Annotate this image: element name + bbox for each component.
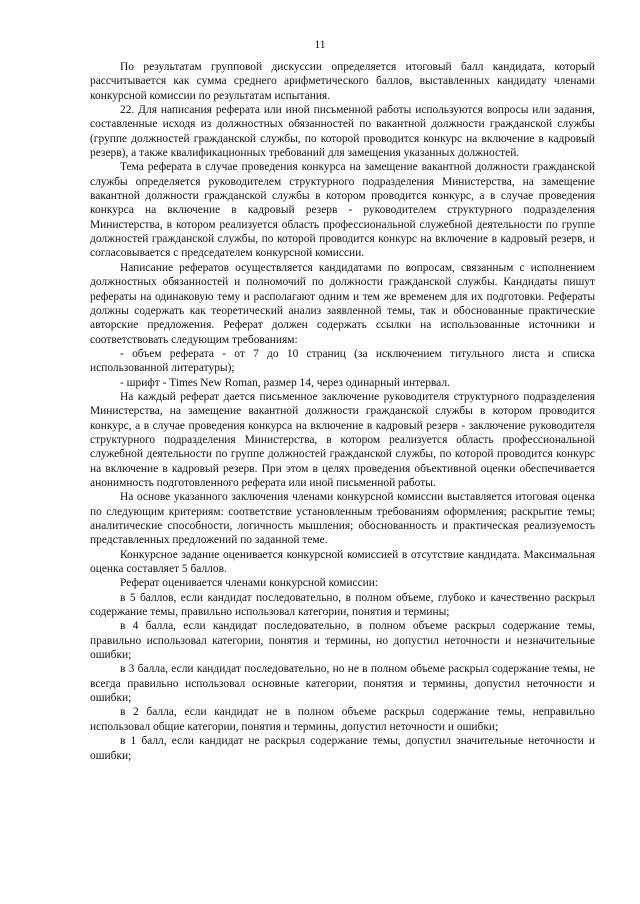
list-item-essay-volume: - объем реферата - от 7 до 10 страниц (за исключением титульного листа и списка использованной литературы); [90,347,595,375]
paragraph-essay-grading-intro: Реферат оценивается членами конкурсной комиссии: [120,577,379,590]
paragraph-written-conclusion: На каждый реферат дается письменное заключение руководителя структурного подразделения Министерства, на замещение вакантной должности гражданской службы в котором проводится конкурс, а в случае проведения конкурса на включение в кадровый резерв - заключение руководителя структурного подразделения Министерства, в котором реализуется область профессиональной служебной деятельности по группе должностей гражданской службы, по которой проводится конкурс на включение в кадровый резерв. При этом в целях проведения объективной оценки обеспечивается анонимность подготовленного реферата или иной письменной работы. [90,390,595,489]
paragraph-essay-topic: Тема реферата в случае проведения конкурса на замещение вакантной должности гражданской службы определяется руководителем структурного подразделения Министерства, на замещение вакантной должности гражданской службы в котором проводится конкурс, а в случае проведения конкурса на включение в кадровый резерв - руководителем структурного подразделения Министерства, в котором реализуется область профессиональной служебной деятельности по группе должностей гражданской службы, по которой проводится конкурс на включение в кадровый резерв, и согласовывается с председателем конкурсной комиссии. [90,161,595,260]
document-body [90,60,595,763]
paragraph-max-score: Конкурсное задание оценивается конкурсной комиссией в отсутствие кандидата. Максимальная оценка составляет 5 баллов. [90,548,595,576]
paragraph-evaluation-criteria: На основе указанного заключения членами конкурсной комиссии выставляется итоговая оценка по следующим критериям: соответствие установленным требованиям оформления; раскрытие темы; аналитические способности, логичность мышления; обоснованность и практическая реализуемость представленных предложений по заданной теме. [90,491,595,547]
list-item-essay-font: - шрифт - Times New Roman, размер 14, через одинарный интервал. [120,376,450,389]
paragraph-group-discussion-score: По результатам групповой дискуссии определяется итоговый балл кандидата, который рассчитывается как сумма среднего арифметического баллов, выставленных кандидату членами конкурсной комиссии по результатам испытания. [90,61,595,102]
grade-1-point: в 1 балл, если кандидат не раскрыл содержание темы, допустил значительные неточности и ошибки; [90,735,595,762]
grade-3-points: в 3 балла, если кандидат последовательно, но не в полном объеме раскрыл содержание темы, не всегда правильно использовал основные категории, понятия и термины, допустил неточности и ошибки; [90,663,595,705]
page-number: 11 [314,39,326,51]
grade-2-points: в 2 балла, если кандидат не в полном объеме раскрыл содержание темы, неправильно использовал общие категории, понятия и термины, допустил неточности и ошибки; [90,706,595,733]
paragraph-essay-writing: Написание рефератов осуществляется кандидатами по вопросам, связанным с исполнением должностных обязанностей и полномочий по должности гражданской службы. Кандидаты пишут рефераты на одинаковую тему и располагают одним и тем же временем для их подготовки. Рефераты должны содержать как теоретический анализ заявленной темы, так и обоснованные практические авторские предложения. Реферат должен содержать ссылки на использованные источники и соответствовать следующим требованиям: [90,261,595,346]
grade-4-points: в 4 балла, если кандидат последовательно, в полном объеме раскрыл содержание темы, правильно использовал категории, понятия и термины, но допустил неточности и незначительные ошибки; [90,620,595,662]
grade-5-points: в 5 баллов, если кандидат последовательно, в полном объеме, глубоко и качественно раскрыл содержание темы, правильно использовал категории, понятия и термины; [90,591,595,619]
paragraph-clause-22: 22. Для написания реферата или иной письменной работы используются вопросы или задания, составленные исходя из должностных обязанностей по вакантной должности гражданской службы (группе должностей гражданской службы, по которой проводится конкурс на включение в кадровый резерв), а также квалификационных требований для замещения указанных должностей. [90,104,595,160]
